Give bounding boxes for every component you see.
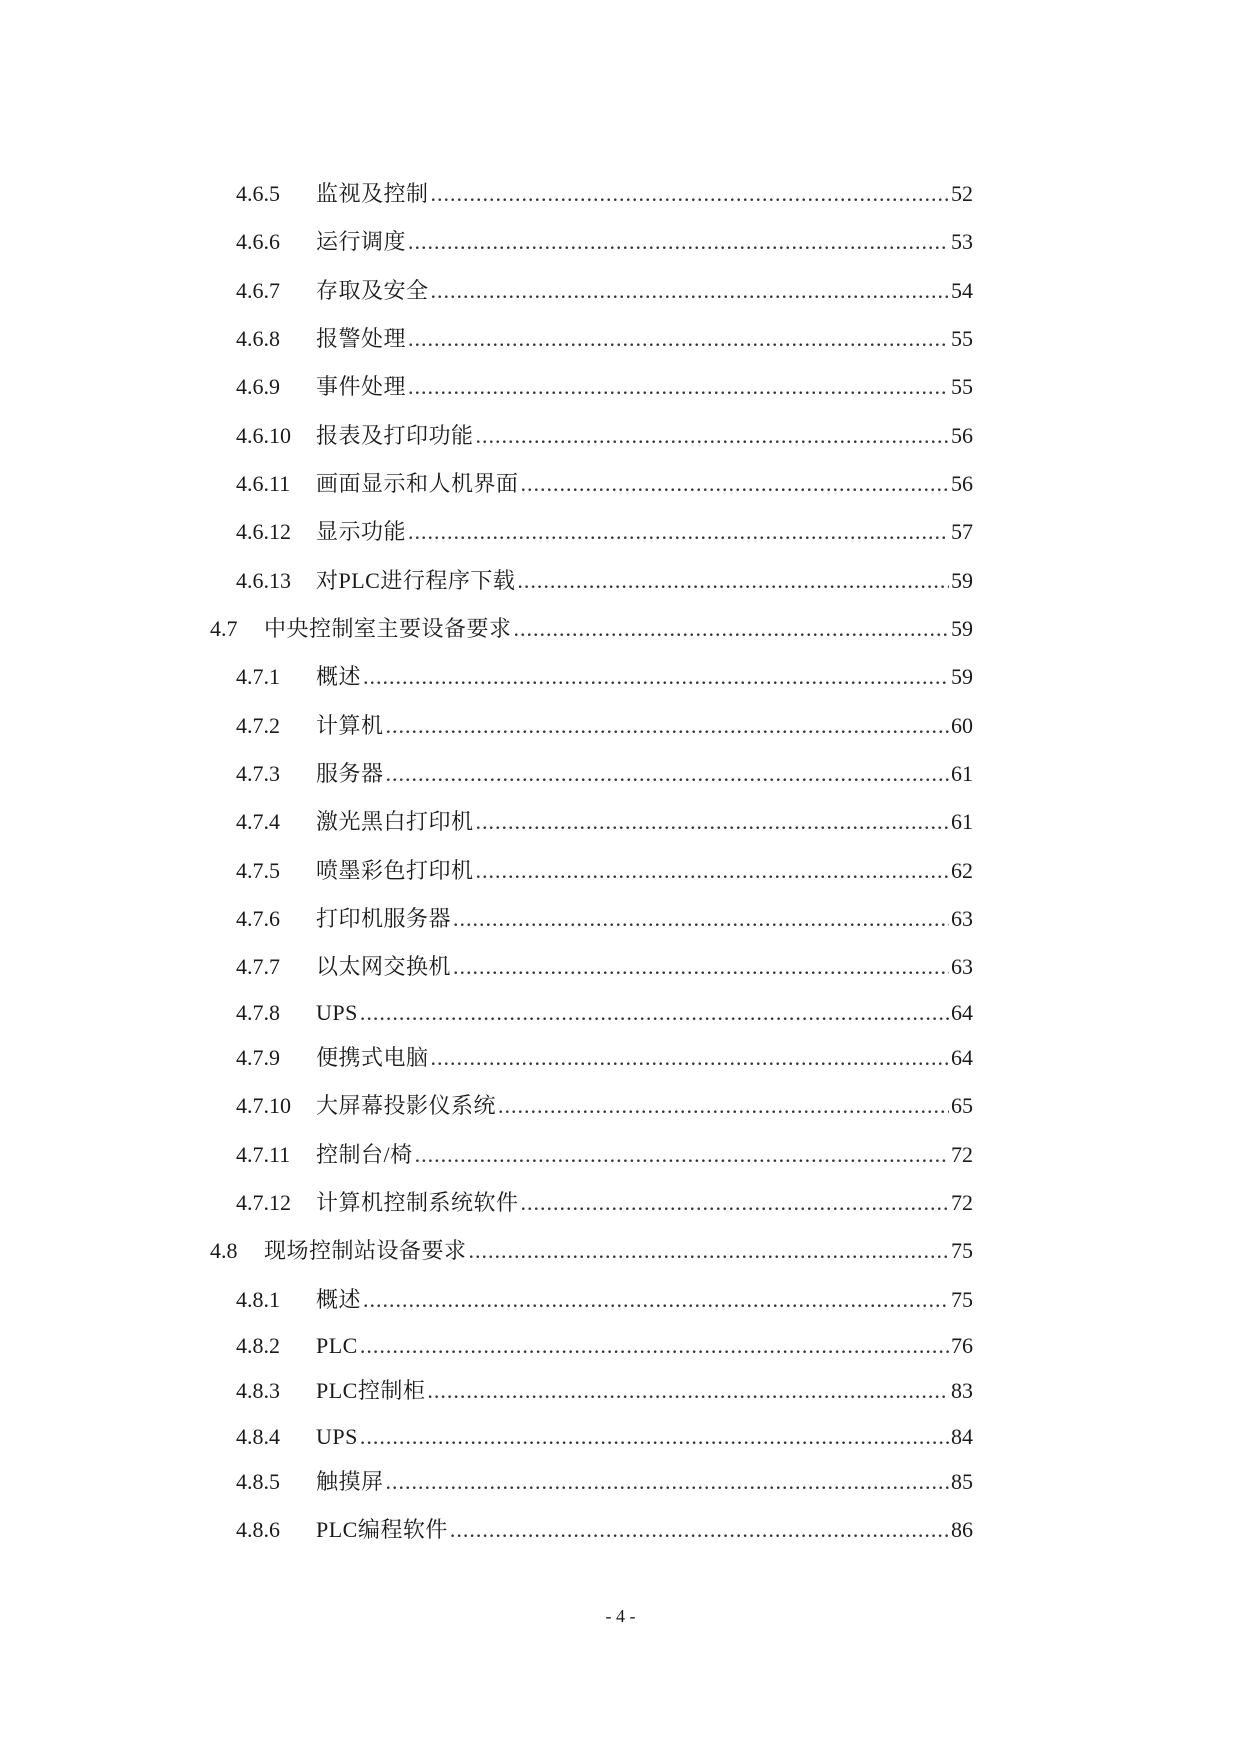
toc-entry-title: 报警处理 <box>316 326 407 351</box>
toc-entry-title: 控制台/椅 <box>316 1142 413 1167</box>
toc-leader-dots <box>476 856 949 886</box>
toc-entry-number: 4.8.1 <box>236 1287 280 1312</box>
toc-entry[interactable] <box>236 1422 973 1452</box>
toc-entry[interactable] <box>236 276 973 306</box>
toc-entry-number: 4.7 <box>210 616 238 641</box>
toc-leader-dots <box>427 1376 949 1406</box>
toc-leader-dots <box>476 807 949 837</box>
toc-entry-title: 触摸屏 <box>316 1469 384 1494</box>
toc-entry[interactable] <box>236 759 973 789</box>
toc-section-entry[interactable] <box>210 1236 973 1266</box>
toc-entry-title: 显示功能 <box>316 519 407 544</box>
toc-entry-number: 4.8.6 <box>236 1517 280 1542</box>
toc-entry-title: 便携式电脑 <box>316 1045 429 1070</box>
toc-entry-page: 60 <box>951 713 973 738</box>
toc-entry[interactable] <box>236 517 973 547</box>
toc-entry-title: 运行调度 <box>316 229 407 254</box>
toc-leader-dots <box>386 711 949 741</box>
toc-entry-title: 计算机控制系统软件 <box>316 1190 519 1215</box>
toc-leader-dots <box>386 759 949 789</box>
toc-entry-title: PLC <box>316 1333 358 1358</box>
toc-entry-page: 61 <box>951 809 973 834</box>
toc-entry-number: 4.6.13 <box>236 568 291 593</box>
toc-leader-dots <box>408 517 949 547</box>
toc-entry-number: 4.6.11 <box>236 471 291 496</box>
toc-leader-dots <box>386 1467 949 1497</box>
toc-entry-number: 4.8 <box>210 1238 238 1263</box>
toc-entry-page: 57 <box>951 519 973 544</box>
page-number: - 4 - <box>605 1606 636 1626</box>
toc-entry-page: 61 <box>951 761 973 786</box>
toc-entry[interactable] <box>236 324 973 354</box>
toc-entry-number: 4.6.12 <box>236 519 291 544</box>
toc-entry-title: 打印机服务器 <box>316 906 452 931</box>
toc-leader-dots <box>415 1140 949 1170</box>
toc-entry[interactable] <box>236 1140 973 1170</box>
toc-entry-title: 服务器 <box>316 761 384 786</box>
toc-entry[interactable] <box>236 469 973 499</box>
toc-entry-number: 4.7.3 <box>236 761 280 786</box>
toc-entry[interactable] <box>236 1376 973 1406</box>
toc-entry-number: 4.8.5 <box>236 1469 280 1494</box>
toc-entry-title: 中央控制室主要设备要求 <box>264 616 512 641</box>
toc-leader-dots <box>498 1091 949 1121</box>
toc-entry-number: 4.7.7 <box>236 954 280 979</box>
toc-entry-number: 4.8.4 <box>236 1424 280 1449</box>
toc-entry-page: 55 <box>951 374 973 399</box>
toc-entry[interactable] <box>236 904 973 934</box>
toc-entry-page: 59 <box>951 664 973 689</box>
toc-entry-page: 64 <box>951 1045 973 1070</box>
toc-entry-title: 计算机 <box>316 713 384 738</box>
toc-entry[interactable] <box>236 566 973 596</box>
toc-leader-dots <box>360 1422 949 1452</box>
toc-leader-dots <box>408 324 949 354</box>
toc-entry-title: 监视及控制 <box>316 181 429 206</box>
toc-entry-page: 64 <box>951 1000 973 1025</box>
toc-entry[interactable] <box>236 179 973 209</box>
toc-entry-title: 喷墨彩色打印机 <box>316 858 474 883</box>
toc-entry[interactable] <box>236 711 973 741</box>
toc-leader-dots <box>360 1331 949 1361</box>
toc-entry-page: 85 <box>951 1469 973 1494</box>
toc-leader-dots <box>453 952 949 982</box>
toc-entry-page: 76 <box>951 1333 973 1358</box>
toc-entry-title: 画面显示和人机界面 <box>316 471 519 496</box>
toc-entry-page: 72 <box>951 1190 973 1215</box>
toc-entry-page: 86 <box>951 1517 973 1542</box>
toc-leader-dots <box>431 276 949 306</box>
toc-entry-number: 4.7.8 <box>236 1000 280 1025</box>
toc-leader-dots <box>521 469 949 499</box>
toc-leader-dots <box>453 904 949 934</box>
toc-entry-page: 83 <box>951 1378 973 1403</box>
toc-entry-title: 概述 <box>316 1287 362 1312</box>
toc-entry-title: PLC编程软件 <box>316 1517 448 1542</box>
toc-entry[interactable] <box>236 1043 973 1073</box>
toc-leader-dots <box>476 421 949 451</box>
toc-entry-number: 4.6.10 <box>236 423 291 448</box>
toc-leader-dots <box>431 1043 949 1073</box>
toc-entry-number: 4.6.6 <box>236 229 280 254</box>
toc-leader-dots <box>408 372 949 402</box>
toc-entry-page: 84 <box>951 1424 973 1449</box>
toc-entry-page: 65 <box>951 1093 973 1118</box>
toc-entry-title: 概述 <box>316 664 362 689</box>
toc-leader-dots <box>514 614 949 644</box>
toc-leader-dots <box>517 566 949 596</box>
toc-leader-dots <box>469 1236 949 1266</box>
toc-entry-page: 63 <box>951 906 973 931</box>
toc-leader-dots <box>363 1285 949 1315</box>
toc-entry-page: 59 <box>951 616 973 641</box>
toc-entry[interactable] <box>236 1285 973 1315</box>
toc-entry-title: 存取及安全 <box>316 278 429 303</box>
toc-entry-number: 4.8.2 <box>236 1333 280 1358</box>
toc-entry[interactable] <box>236 1091 973 1121</box>
toc-leader-dots <box>521 1188 949 1218</box>
toc-entry[interactable] <box>236 1515 973 1545</box>
toc-entry-page: 56 <box>951 423 973 448</box>
toc-entry-number: 4.6.8 <box>236 326 280 351</box>
toc-entry-number: 4.6.7 <box>236 278 280 303</box>
toc-entry-title: 报表及打印功能 <box>316 423 474 448</box>
toc-entry-title: PLC控制柜 <box>316 1378 426 1403</box>
toc-entry-title: 大屏幕投影仪系统 <box>316 1093 497 1118</box>
toc-entry-page: 72 <box>951 1142 973 1167</box>
toc-entry[interactable] <box>236 1467 973 1497</box>
toc-entry-page: 52 <box>951 181 973 206</box>
toc-entry[interactable] <box>236 807 973 837</box>
toc-entry-number: 4.7.12 <box>236 1190 291 1215</box>
toc-entry-title: 以太网交换机 <box>316 954 452 979</box>
toc-entry-page: 56 <box>951 471 973 496</box>
toc-entry-page: 53 <box>951 229 973 254</box>
toc-entry-number: 4.7.10 <box>236 1093 291 1118</box>
toc-entry-page: 54 <box>951 278 973 303</box>
toc-entry[interactable] <box>236 372 973 402</box>
toc-entry-title: 事件处理 <box>316 374 407 399</box>
toc-entry-number: 4.6.5 <box>236 181 280 206</box>
toc-leader-dots <box>431 179 949 209</box>
toc-entry[interactable] <box>236 662 973 692</box>
toc-entry-page: 75 <box>951 1238 973 1263</box>
toc-section-entry[interactable] <box>210 614 973 644</box>
toc-entry-title: UPS <box>316 1000 358 1025</box>
toc-leader-dots <box>450 1515 949 1545</box>
toc-leader-dots <box>363 662 949 692</box>
toc-entry[interactable] <box>236 998 973 1028</box>
toc-entry[interactable] <box>236 952 973 982</box>
toc-entry-number: 4.8.3 <box>236 1378 280 1403</box>
toc-entry-title: 激光黑白打印机 <box>316 809 474 834</box>
toc-entry-title: UPS <box>316 1424 358 1449</box>
toc-entry-title: 对PLC进行程序下载 <box>316 568 516 593</box>
toc-entry-number: 4.7.4 <box>236 809 280 834</box>
toc-entry-number: 4.7.2 <box>236 713 280 738</box>
toc-entry-page: 55 <box>951 326 973 351</box>
toc-entry-number: 4.7.1 <box>236 664 280 689</box>
toc-entry-number: 4.7.6 <box>236 906 280 931</box>
toc-entry[interactable] <box>236 856 973 886</box>
toc-entry[interactable] <box>236 421 973 451</box>
toc-entry-number: 4.7.9 <box>236 1045 280 1070</box>
toc-leader-dots <box>360 998 949 1028</box>
toc-leader-dots <box>408 227 949 257</box>
toc-entry[interactable] <box>236 1331 973 1361</box>
toc-entry-number: 4.7.11 <box>236 1142 291 1167</box>
toc-entry-page: 62 <box>951 858 973 883</box>
toc-entry-number: 4.6.9 <box>236 374 280 399</box>
toc-entry[interactable] <box>236 1188 973 1218</box>
toc-entry-page: 63 <box>951 954 973 979</box>
toc-entry-number: 4.7.5 <box>236 858 280 883</box>
toc-entry-page: 59 <box>951 568 973 593</box>
toc-entry-page: 75 <box>951 1287 973 1312</box>
toc-entry[interactable] <box>236 227 973 257</box>
toc-entry-title: 现场控制站设备要求 <box>264 1238 467 1263</box>
